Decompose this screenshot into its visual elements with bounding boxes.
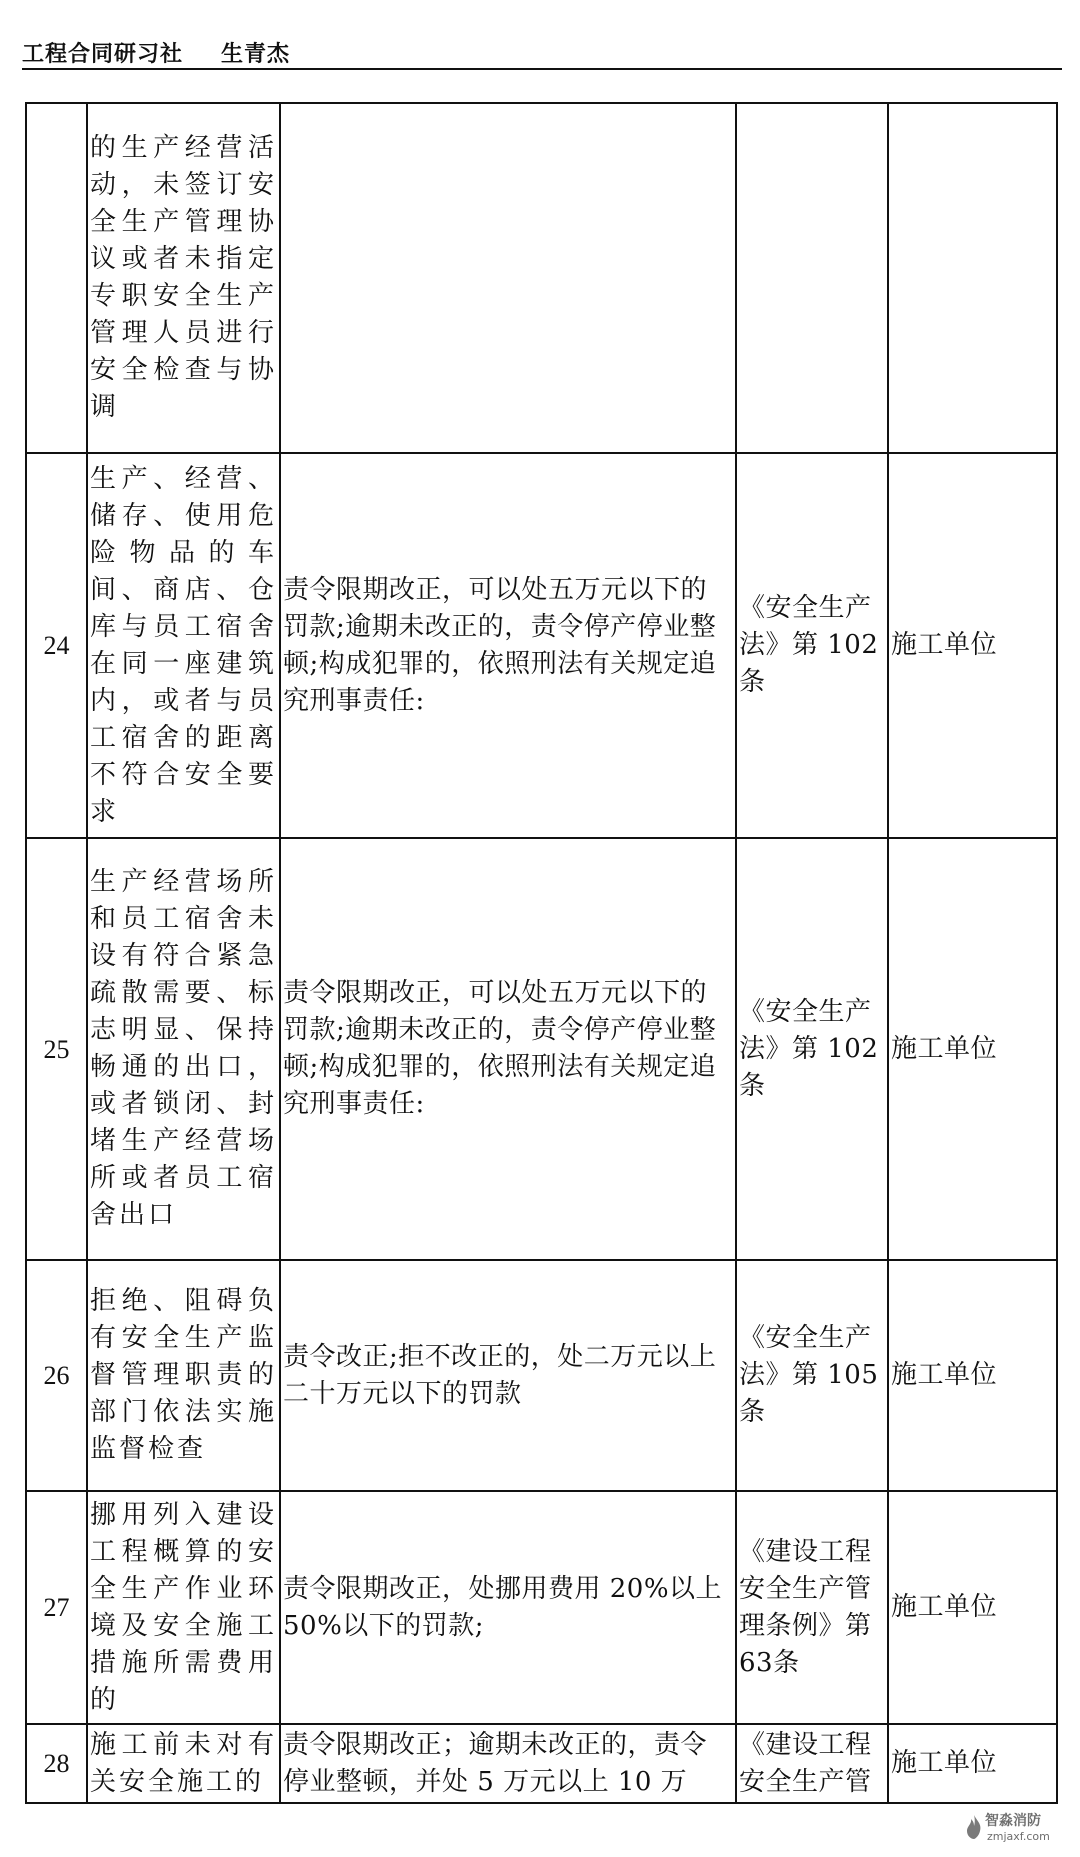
law-cell: 《安全生产法》第 105条 [736,1260,888,1491]
row-number: 27 [26,1491,87,1724]
table-row [26,1724,1057,1803]
header-rule [22,68,1062,70]
penalty-cell: 责令改正;拒不改正的，处二万元以上二十万元以下的罚款 [280,1260,736,1491]
header-author: 生青杰 [221,42,291,67]
table-row [26,1491,1057,1724]
violation-cell: 的生产经营活动，未签订安全生产管理协议或者未指定专职安全生产管理人员进行安全检查与协调 [87,103,280,453]
table-row [26,453,1057,838]
violation-cell: 拒绝、阻碍负有安全生产监督管理职责的部门依法实施监督检查 [87,1260,280,1491]
penalty-cell: 责令限期改正，可以处五万元以下的罚款;逾期未改正的，责令停产停业整顿;构成犯罪的，依照刑法有关规定追究刑事责任: [280,838,736,1260]
table-row [26,838,1057,1260]
violation-cell: 生产经营场所和员工宿舍未设有符合紧急疏散需要、标志明显、保持畅通的出口，或者锁闭、封堵生产经营场所或者员工宿舍出口 [87,838,280,1260]
table-row [26,103,1057,453]
penalty-cell: 责令限期改正，可以处五万元以下的罚款;逾期未改正的，责令停产停业整顿;构成犯罪的，依照刑法有关规定追究刑事责任: [280,453,736,838]
law-cell [736,103,888,453]
law-cell: 《安全生产法》第 102条 [736,453,888,838]
subject-cell: 施工单位 [888,453,1057,838]
subject-cell: 施工单位 [888,1724,1057,1803]
table-row [26,1260,1057,1491]
subject-cell: 施工单位 [888,1491,1057,1724]
law-cell: 《建设工程安全生产管理条例》第 63条 [736,1491,888,1724]
penalty-table [25,102,1058,1804]
violation-cell: 施工前未对有关安全施工的 [87,1724,280,1803]
row-number: 24 [26,453,87,838]
row-number: 26 [26,1260,87,1491]
header-org: 工程合同研习社 [22,42,184,67]
watermark-url: zmjaxf.com [987,1830,1050,1843]
violation-cell: 生产、经营、储存、使用危险物品的车间、商店、仓库与员工宿舍在同一座建筑内，或者与员工宿舍的距离不符合安全要求 [87,453,280,838]
row-number: 28 [26,1724,87,1803]
subject-cell: 施工单位 [888,1260,1057,1491]
penalty-cell: 责令限期改正；逾期未改正的，责令停业整顿，并处 5 万元以上 10 万 [280,1724,736,1803]
flame-logo-icon [965,1814,983,1840]
page-header [22,28,1062,68]
penalty-cell [280,103,736,453]
row-number [26,103,87,453]
subject-cell [888,103,1057,453]
violation-cell: 挪用列入建设工程概算的安全生产作业环境及安全施工措施所需费用的 [87,1491,280,1724]
subject-cell: 施工单位 [888,838,1057,1260]
penalty-cell: 责令限期改正，处挪用费用 20%以上 50%以下的罚款; [280,1491,736,1724]
law-cell: 《建设工程安全生产管 [736,1724,888,1803]
watermark-name: 智淼消防 [985,1813,1041,1829]
site-watermark [965,1808,1075,1852]
law-cell: 《安全生产法》第 102条 [736,838,888,1260]
row-number: 25 [26,838,87,1260]
